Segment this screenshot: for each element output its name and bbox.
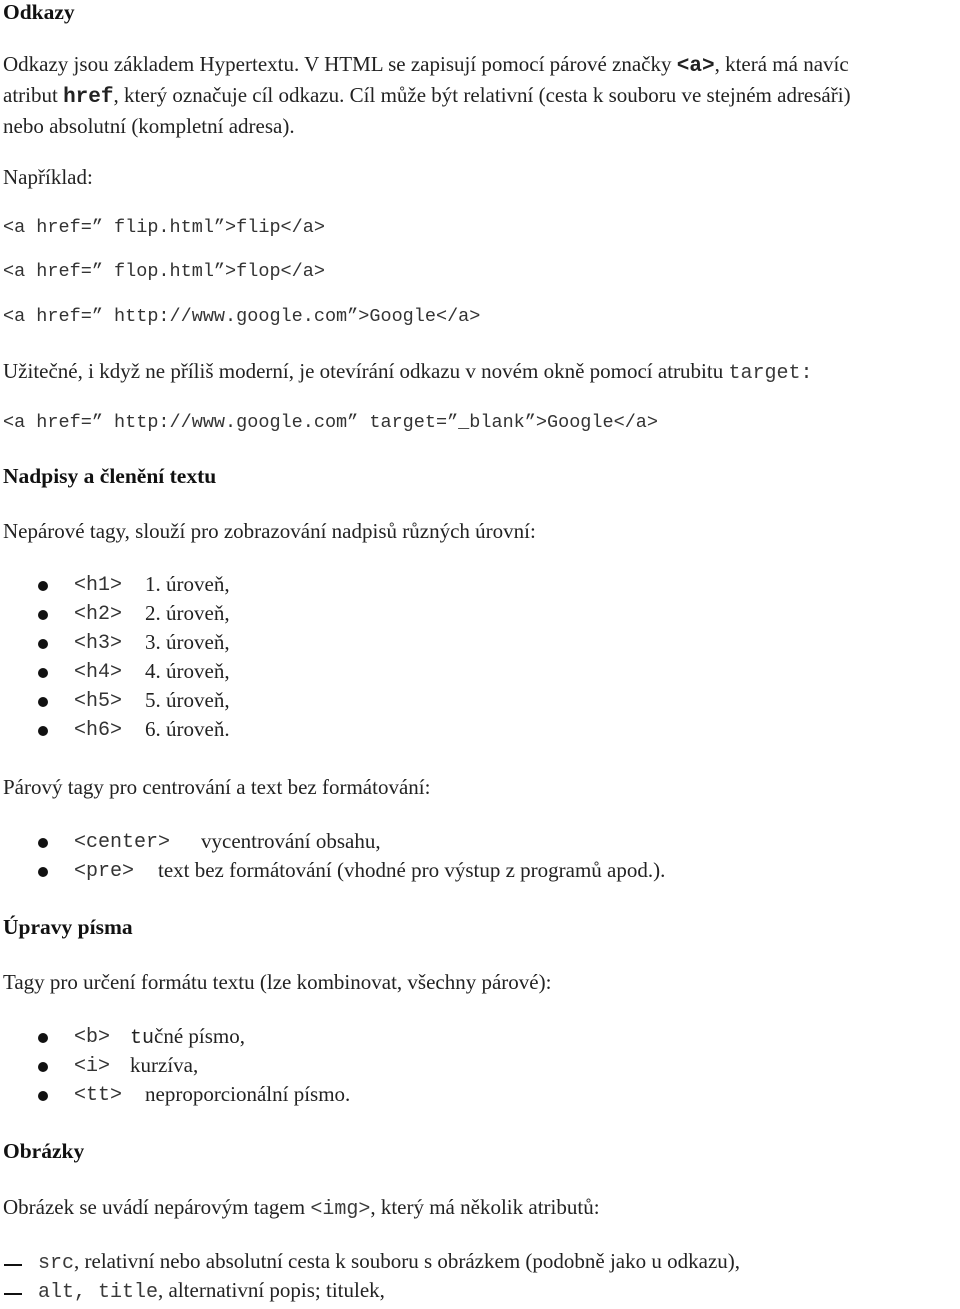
section-heading-fonts: Úpravy písma [3,915,133,939]
section-heading-links: Odkazy [3,0,75,24]
dash-bullet-icon [4,1264,22,1266]
images-intro [3,1193,958,1224]
links-example-code-1: <a href=” flip.html”>flip</a> [3,217,325,238]
list-item-text-rest: čné písmo, [154,1024,245,1048]
images-intro-tag: <img> [310,1198,371,1221]
list-item-text: 6. úroveň. [145,717,230,741]
list-item-tag: <h5> [74,690,123,713]
list-item-tag: <pre> [74,860,135,883]
links-intro-text-3: atribut [3,83,64,107]
links-example-code-3: <a href=” http://www.google.com”>Google</a> [3,306,481,327]
attr-text: , alternativní popis; titulek, [158,1278,385,1302]
list-item-tag: <h1> [74,574,123,597]
attr-text: , relativní nebo absolutní cesta k souboru s obrázkem (podobně jako u odkazu), [74,1249,741,1273]
list-item-text [130,1024,245,1050]
list-item-tag: <h2> [74,603,123,626]
list-item-content [38,1249,740,1275]
bullet-icon [38,1062,48,1072]
attr-code: alt, title [38,1281,159,1304]
links-intro-tag-a: <a> [676,55,715,78]
list-item-tag: <center> [74,831,171,854]
links-intro-text-1: Odkazy jsou základem Hypertextu. V HTML se zapisují pomocí párové značky [3,52,677,76]
list-item-text: 2. úroveň, [145,601,230,625]
list-item-text: vycentrování obsahu, [201,829,381,853]
links-target-example-code: <a href=” http://www.google.com” target=”_blank”>Google</a> [3,412,659,433]
dash-bullet-icon [4,1293,22,1295]
list-item-tag: <h6> [74,719,123,742]
list-item-text: 3. úroveň, [145,630,230,654]
fonts-intro: Tagy pro určení formátu textu (lze kombinovat, všechny párové): [3,970,552,994]
links-target-attr: target: [728,362,813,385]
section-heading-headings: Nadpisy a členění textu [3,464,217,488]
bullet-icon [38,726,48,736]
list-item-text: 4. úroveň, [145,659,230,683]
list-item-text: text bez formátování (vhodné pro výstup z programů apod.). [158,858,666,882]
bullet-icon [38,1033,48,1043]
list-item-tag: <b> [74,1026,111,1049]
list-item-text: 5. úroveň, [145,688,230,712]
list-item-tag: <i> [74,1055,111,1078]
images-intro-text-2: , který má několik atributů: [370,1195,600,1219]
links-intro-text-2: , která má navíc [714,52,849,76]
bullet-icon [38,838,48,848]
list-item-tag: <tt> [74,1084,123,1107]
links-intro-paragraph [3,50,958,141]
links-example-label: Například: [3,165,93,189]
list-item-tag: <h3> [74,632,123,655]
list-item-text: 1. úroveň, [145,572,230,596]
links-example-code-2: <a href=” flop.html”>flop</a> [3,261,325,282]
links-intro-text-5: nebo absolutní (kompletní adresa). [3,114,295,138]
paired-tags-intro: Párový tagy pro centrování a text bez formátování: [3,775,431,799]
bullet-icon [38,639,48,649]
list-item-content [38,1278,385,1304]
bullet-icon [38,1091,48,1101]
links-target-paragraph [3,357,958,388]
list-item-tag: <h4> [74,661,123,684]
bullet-icon [38,697,48,707]
attr-code: src [38,1252,75,1275]
bullet-icon [38,610,48,620]
links-target-text: Užitečné, i když ne příliš moderní, je otevírání odkazu v novém okně pomocí atrubitu [3,359,729,383]
bullet-icon [38,581,48,591]
list-item-text: kurzíva, [130,1053,199,1077]
bullet-icon [38,867,48,877]
links-intro-text-4: , který označuje cíl odkazu. Cíl může být relativní (cesta k souboru ve stejném adresáři) [113,83,851,107]
headings-intro: Nepárové tagy, slouží pro zobrazování nadpisů různých úrovní: [3,519,536,543]
list-item-text: neproporcionální písmo. [145,1082,351,1106]
images-intro-text-1: Obrázek se uvádí nepárovým tagem [3,1195,311,1219]
bullet-icon [38,668,48,678]
links-intro-attr-href: href [63,86,114,109]
list-item-text-mono-part: tu [130,1027,155,1050]
section-heading-images: Obrázky [3,1139,85,1163]
